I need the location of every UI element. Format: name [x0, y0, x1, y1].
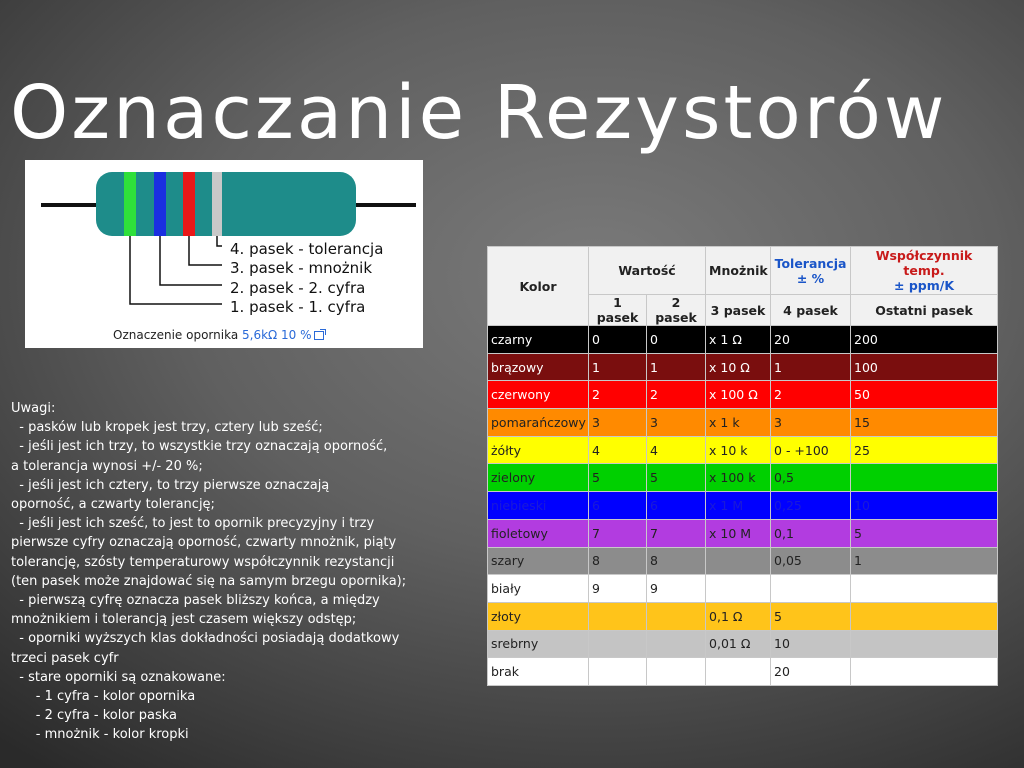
table-row [488, 464, 998, 492]
leader-line-2 [160, 236, 222, 285]
band-3 [183, 172, 195, 236]
cell-1-pasek: 6 [589, 492, 647, 520]
cell-2-pasek: 0 [647, 326, 706, 354]
subheader-3-pasek: 3 pasek [706, 295, 771, 326]
cell-mnoznik: 0,1 Ω [706, 602, 771, 630]
cell-mnoznik [706, 547, 771, 575]
cell-2-pasek [647, 658, 706, 686]
table-row [488, 381, 998, 409]
cell-tolerancja: 0,5 [771, 464, 851, 492]
cell-1-pasek [589, 602, 647, 630]
cell-2-pasek: 9 [647, 575, 706, 603]
table-row [488, 409, 998, 437]
notes-line: - mnożnik - kolor kropki [11, 727, 189, 743]
label-band-1: 1. pasek - 1. cyfra [230, 298, 366, 316]
external-link-icon[interactable] [314, 331, 324, 340]
notes-line: oporność, a czwarty tolerancję; [11, 497, 215, 513]
notes-line: - pasków lub kropek jest trzy, cztery lub sześć; [11, 420, 323, 436]
cell-1-pasek: 3 [589, 409, 647, 437]
cell-wspolczynnik: 15 [851, 409, 998, 437]
cell-2-pasek [647, 630, 706, 658]
notes-line: - stare oporniki są oznakowane: [11, 669, 226, 685]
subheader-1-pasek: 1 pasek [589, 295, 647, 326]
cell-kolor: srebrny [488, 630, 589, 658]
cell-tolerancja: 10 [771, 630, 851, 658]
header-tolerancja [771, 247, 851, 295]
cell-mnoznik [706, 658, 771, 686]
resistor-figure [25, 160, 423, 348]
table-row [488, 602, 998, 630]
header-kolor: Kolor [488, 247, 589, 326]
notes-line: Uwagi: [11, 401, 56, 416]
leader-line-1 [130, 236, 222, 304]
cell-tolerancja: 5 [771, 602, 851, 630]
cell-tolerancja: 0,1 [771, 519, 851, 547]
cell-mnoznik: x 1 k [706, 409, 771, 437]
cell-wspolczynnik [851, 575, 998, 603]
notes-line: trzeci pasek cyfr [11, 650, 119, 666]
cell-2-pasek: 1 [647, 353, 706, 381]
subheader-4-pasek: 4 pasek [771, 295, 851, 326]
page-title: Oznaczanie Rezystorów [10, 70, 948, 156]
cell-mnoznik: x 100 Ω [706, 381, 771, 409]
cell-wspolczynnik [851, 658, 998, 686]
cell-1-pasek [589, 630, 647, 658]
cell-2-pasek: 7 [647, 519, 706, 547]
cell-wspolczynnik: 100 [851, 353, 998, 381]
cell-2-pasek: 5 [647, 464, 706, 492]
cell-tolerancja: 3 [771, 409, 851, 437]
table-row [488, 353, 998, 381]
table-body [488, 326, 998, 686]
cell-kolor: zielony [488, 464, 589, 492]
cell-mnoznik [706, 575, 771, 603]
cell-1-pasek: 9 [589, 575, 647, 603]
notes-line: a tolerancja wynosi +/- 20 %; [11, 458, 203, 474]
cell-wspolczynnik: 25 [851, 436, 998, 464]
band-2 [154, 172, 166, 236]
cell-kolor: czarny [488, 326, 589, 354]
cell-tolerancja: 0,25 [771, 492, 851, 520]
notes-line: tolerancję, szósty temperaturowy współczynnik rezystancji [11, 554, 395, 570]
cell-kolor: żółty [488, 436, 589, 464]
cell-kolor: biały [488, 575, 589, 603]
cell-wspolczynnik [851, 464, 998, 492]
cell-tolerancja: 2 [771, 381, 851, 409]
header-mnoznik: Mnożnik [706, 247, 771, 295]
subheader-2-pasek: 2 pasek [647, 295, 706, 326]
cell-2-pasek: 2 [647, 381, 706, 409]
cell-1-pasek [589, 658, 647, 686]
cell-wspolczynnik: 1 [851, 547, 998, 575]
cell-2-pasek: 3 [647, 409, 706, 437]
table-row [488, 575, 998, 603]
cell-kolor: brak [488, 658, 589, 686]
cell-wspolczynnik [851, 602, 998, 630]
notes-line: (ten pasek może znajdować się na samym brzegu opornika); [11, 573, 407, 589]
cell-mnoznik: x 1 Ω [706, 326, 771, 354]
table-row [488, 630, 998, 658]
cell-1-pasek: 0 [589, 326, 647, 354]
color-code-table [487, 246, 998, 686]
table-row [488, 436, 998, 464]
cell-1-pasek: 1 [589, 353, 647, 381]
cell-1-pasek: 5 [589, 464, 647, 492]
resistor-caption [113, 328, 324, 342]
cell-kolor: niebieski [488, 492, 589, 520]
notes-line: - oporniki wyższych klas dokładności posiadają dodatkowy [11, 631, 400, 647]
cell-kolor: fioletowy [488, 519, 589, 547]
cell-wspolczynnik: 50 [851, 381, 998, 409]
cell-kolor: szary [488, 547, 589, 575]
cell-wspolczynnik [851, 630, 998, 658]
notes-line: mnożnikiem i tolerancją jest czasem większy odstęp; [11, 612, 357, 628]
notes-line: - jeśli jest ich cztery, to trzy pierwsze oznaczają [11, 477, 330, 493]
cell-tolerancja: 1 [771, 353, 851, 381]
cell-kolor: czerwony [488, 381, 589, 409]
cell-2-pasek: 8 [647, 547, 706, 575]
cell-2-pasek: 6 [647, 492, 706, 520]
subheader-ostatni-pasek: Ostatni pasek [851, 295, 998, 326]
cell-mnoznik: x 10 k [706, 436, 771, 464]
cell-mnoznik: x 100 k [706, 464, 771, 492]
header-wartosc: Wartość [589, 247, 706, 295]
cell-tolerancja: 0 - +100 [771, 436, 851, 464]
notes-line: pierwsze cyfry oznaczają oporność, czwarty mnożnik, piąty [11, 535, 397, 551]
notes-line: - jeśli jest ich trzy, to wszystkie trzy oznaczają oporność, [11, 439, 388, 455]
cell-kolor: złoty [488, 602, 589, 630]
header-wspolczynnik-line1: Współczynnik temp. [875, 248, 973, 278]
header-tolerancja-line2: ± % [796, 270, 825, 286]
notes-line: - pierwszą cyfrę oznacza pasek bliższy końca, a między [11, 593, 380, 609]
cell-wspolczynnik: 5 [851, 519, 998, 547]
notes-line: - 2 cyfra - kolor paska [11, 708, 178, 724]
notes-text [11, 399, 461, 745]
header-tolerancja-line1: Tolerancja [774, 255, 847, 271]
cell-mnoznik: 0,01 Ω [706, 630, 771, 658]
cell-1-pasek: 8 [589, 547, 647, 575]
cell-mnoznik: x 1 M [706, 492, 771, 520]
table-row [488, 492, 998, 520]
cell-wspolczynnik: 200 [851, 326, 998, 354]
cell-wspolczynnik: 10 [851, 492, 998, 520]
table-row [488, 519, 998, 547]
cell-kolor: pomarańczowy [488, 409, 589, 437]
cell-tolerancja: 20 [771, 658, 851, 686]
leader-line-4 [217, 236, 222, 246]
label-band-2: 2. pasek - 2. cyfra [230, 279, 366, 297]
cell-tolerancja: 20 [771, 326, 851, 354]
table-row [488, 326, 998, 354]
notes-line: - 1 cyfra - kolor opornika [11, 689, 196, 705]
cell-2-pasek [647, 602, 706, 630]
table-row [488, 547, 998, 575]
band-4 [212, 172, 222, 236]
label-band-3: 3. pasek - mnożnik [230, 259, 373, 277]
cell-tolerancja [771, 575, 851, 603]
band-1 [124, 172, 136, 236]
cell-tolerancja: 0,05 [771, 547, 851, 575]
cell-2-pasek: 4 [647, 436, 706, 464]
caption-link[interactable]: 5,6kΩ 10 % [242, 328, 312, 342]
header-wspolczynnik [851, 247, 998, 295]
cell-kolor: brązowy [488, 353, 589, 381]
cell-1-pasek: 7 [589, 519, 647, 547]
table-row [488, 658, 998, 686]
label-band-4: 4. pasek - tolerancja [230, 240, 384, 258]
cell-mnoznik: x 10 M [706, 519, 771, 547]
cell-1-pasek: 4 [589, 436, 647, 464]
header-wspolczynnik-line2: ± ppm/K [894, 278, 955, 293]
notes-line: - jeśli jest ich sześć, to jest to opornik precyzyjny i trzy [11, 516, 375, 532]
cell-1-pasek: 2 [589, 381, 647, 409]
caption-text: Oznaczenie opornika [113, 328, 242, 342]
cell-mnoznik: x 10 Ω [706, 353, 771, 381]
